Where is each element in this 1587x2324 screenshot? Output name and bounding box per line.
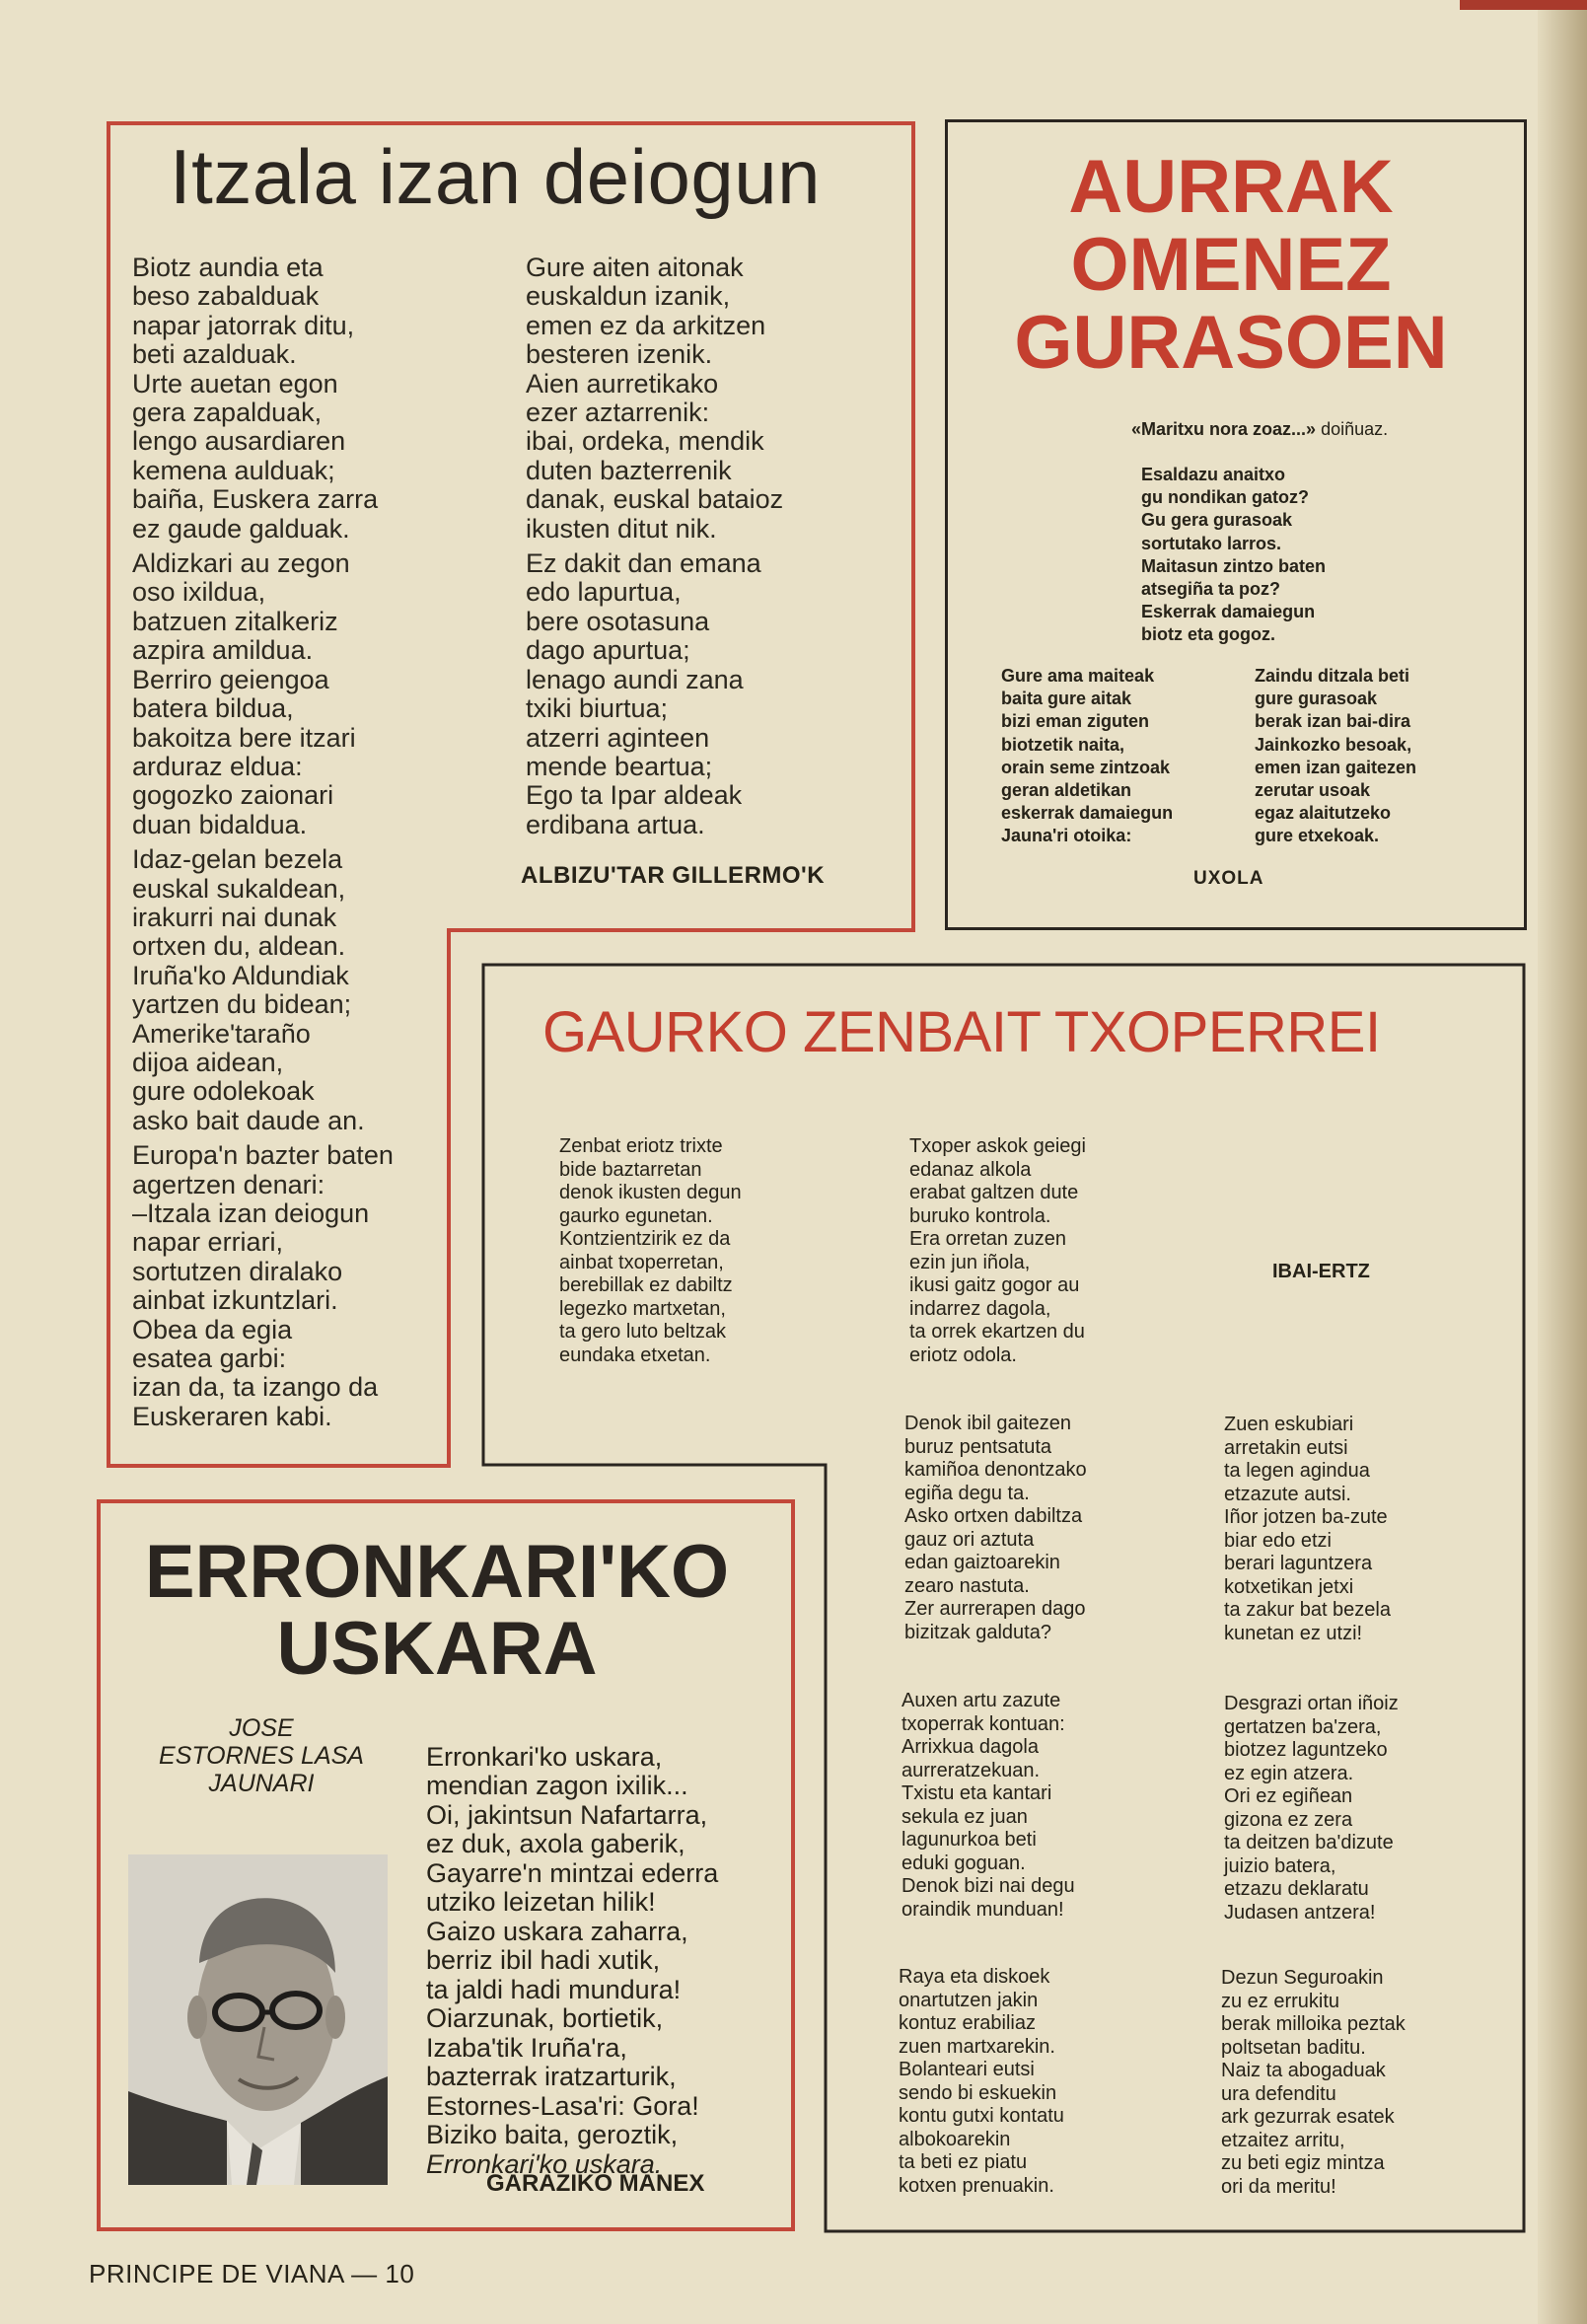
gaurko-stanza: Zuen eskubiari arretakin eutsi ta legen agindua etzazute autsi. Iñor jotzen ba-zute biar edo etzi berari laguntzera kotxetikan jetxi ta zakur bat bezela kunetan ez utzi! bbox=[1224, 1414, 1391, 1644]
itzala-stanza: Gure aiten aitonak euskaldun izanik, emen ez da arkitzen besteren izenik. Aien aurretikako ezer aztarrenik: ibai, ordeka, mendik duten bazterrenik danak, euskal bataioz ikusten ditut nik. bbox=[526, 253, 784, 544]
page-footer: PRINCIPE DE VIANA — 10 bbox=[89, 2259, 415, 2288]
aurrak-title-line: AURRAK bbox=[1068, 145, 1394, 229]
aurrak-stanza-left: Gure ama maiteak baita gure aitak bizi eman ziguten biotzetik naita, orain seme zintzoak geran aldetikan eskerrak damaiegun Jauna'ri otoika: bbox=[1001, 666, 1174, 846]
aurrak-subtitle-quote: «Maritxu nora zoaz...» bbox=[1131, 419, 1317, 439]
itzala-stanza: Biotz aundia eta beso zabalduak napar jatorrak ditu, beti azalduak. Urte auetan egon gera zapalduak, lengo ausardiaren kemena aulduak; baiña, Euskera zarra ez gaude galduak. bbox=[132, 253, 379, 544]
portrait-photo bbox=[128, 1854, 388, 2185]
erronkari-poem-body: Erronkari'ko uskara, mendian zagon ixilik... Oi, jakintsun Nafartarra, ez duk, axola gaberik, Gayarre'n mintzai ederra utziko leizetan hilik! Gaizo uskara zaharra, berriz ibil hadi xutik, ta jaldi hadi mundura! Oiarzunak, bortietik, Izaba'tik Iruña'ra, bazterrak iratzarturik, Estornes-Lasa'ri: Gora! Biziko baita, geroztik, bbox=[426, 1741, 719, 2149]
gaurko-stanza: Auxen artu zazute txoperrak kontuan: Arrixkua dagola aurreratzekuan. Txistu eta kantari sekula ez juan lagunurkoa beti eduki goguan. Denok bizi nai degu oraindik munduan! bbox=[902, 1690, 1075, 1921]
itzala-stanza: Europa'n bazter baten agertzen denari: –Itzala izan deiogun napar erriari, sortutzen diralako ainbat izkuntzlari. Obea da egia esatea garbi: izan da, ta izango da Euskeraren kabi. bbox=[132, 1140, 394, 1431]
aurrak-author: UXOLA bbox=[1193, 868, 1264, 889]
gaurko-stanza: Zenbat eriotz trixte bide baztarretan denok ikusten degun gaurko egunetan. Kontzientzirik ez da ainbat txoperretan, berebillak ez dabiltz legezko martxetan, ta gero luto beltzak eundaka etxetan. bbox=[559, 1135, 742, 1366]
gaurko-title: GAURKO ZENBAIT TXOPERREI bbox=[542, 1000, 1381, 1064]
gaurko-stanza: Dezun Seguroakin zu ez errukitu berak milloika peztak poltsetan baditu. Naiz ta abogaduak ura defenditu ark gezurrak esatek etzaitez arritu, zu beti egiz mintza ori da meritu! bbox=[1221, 1967, 1406, 2198]
erronkari-author: GARAZIKO MANEX bbox=[486, 2170, 705, 2197]
erronkari-dedication: JOSE ESTORNES LASA JAUNARI bbox=[159, 1714, 364, 1797]
gaurko-stanza: Desgrazi ortan iñoiz gertatzen ba'zera, biotzez laguntzeko ez egin atzera. Ori ez egiñean gizona ez zera ta deitzen ba'dizute juizio batera, etzazu deklaratu Judasen antzera! bbox=[1224, 1693, 1399, 1924]
aurrak-title-line: OMENEZ bbox=[1070, 223, 1392, 307]
aurrak-subtitle-rest: doiñuaz. bbox=[1316, 419, 1389, 439]
aurrak-stanza-top: Esaldazu anaitxo gu nondikan gatoz? Gu gera gurasoak sortutako larros. Maitasun zintzo baten atsegiña ta poz? Eskerrak damaiegun biotz eta gogoz. bbox=[1141, 465, 1327, 645]
erronkari-poem bbox=[426, 1713, 718, 2209]
gaurko-stanza: Raya eta diskoek onartutzen jakin kontuz erabiliaz zuen martxarekin. Bolanteari eutsi sendo bi eskuekin kontu gutxi kontatu albokoarekin ta beti ez piatu kotxen prenuakin. bbox=[899, 1966, 1064, 2197]
itzala-stanza: Idaz-gelan bezela euskal sukaldean, irakurri nai dunak ortxen du, aldean. Iruña'ko Aldundiak yartzen du bidean; Amerike'taraño dijoa aidean, gure odolekoak asko bait daude an. bbox=[132, 844, 365, 1135]
erronkari-title-line: USKARA bbox=[276, 1607, 598, 1691]
gaurko-stanza: Txoper askok geiegi edanaz alkola erabat galtzen dute buruko kontrola. Era orretan zuzen ezin jun iñola, ikusi gaitz gogor au indarrez dagola, ta orrek ekartzen du eriotz odola. bbox=[909, 1135, 1086, 1366]
erronkari-title-line: ERRONKARI'KO bbox=[144, 1530, 730, 1614]
itzala-author: ALBIZU'TAR GILLERMO'K bbox=[521, 862, 826, 889]
aurrak-stanza-right: Zaindu ditzala beti gure gurasoak berak izan bai-dira Jainkozko besoak, emen izan gaitezen zerutar usoak egaz alaitutzeko gure etxekoak. bbox=[1255, 666, 1417, 846]
erronkari-title bbox=[97, 1530, 777, 1691]
itzala-stanza: Aldizkari au zegon oso ixildua, batzuen zitalkeriz azpira amildua. Berriro geiengoa batera bildua, bakoitza bere itzari arduraz eldua: gogozko zaionari duan bidaldua. bbox=[132, 548, 356, 839]
itzala-title: Itzala izan deiogun bbox=[170, 133, 821, 220]
aurrak-title-line: GURASOEN bbox=[1014, 301, 1448, 385]
erronkari-poem-last-line: Erronkari'ko uskara. bbox=[426, 2148, 663, 2179]
gaurko-stanza: Denok ibil gaitezen buruz pentsatuta kamiñoa denontzako egiña degu ta. Asko ortxen dabiltza gauz ori aztuta edan gaiztoarekin zearo nastuta. Zer aurrerapen dago bizitzak galduta? bbox=[904, 1413, 1087, 1643]
gaurko-author: IBAI-ERTZ bbox=[1272, 1261, 1370, 1282]
itzala-stanza: Ez dakit dan emana edo lapurtua, bere osotasuna dago apurtua; lenago aundi zana txiki biurtua; atzerri aginteen mende beartua; Ego ta Ipar aldeak erdibana artua. bbox=[526, 548, 761, 839]
